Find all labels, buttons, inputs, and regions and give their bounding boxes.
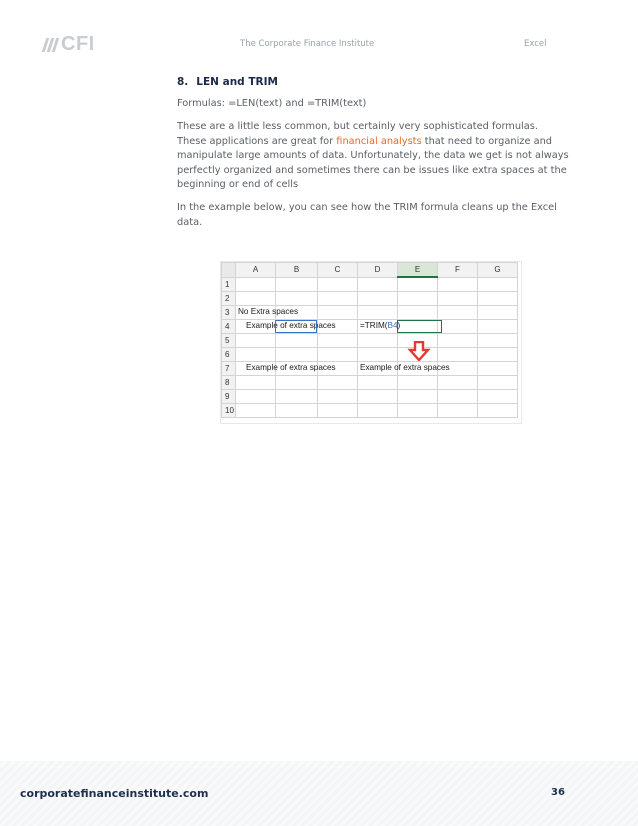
cell-b4: Example of extra spaces (246, 321, 336, 330)
column-header: D (358, 263, 398, 278)
cfi-logo (44, 33, 95, 56)
column-header-row (222, 263, 518, 278)
para1-text-a: These are a little less common, but certainly very sophisticated formulas. These applications are great for (177, 121, 539, 147)
row-header: 9 (222, 390, 236, 404)
column-header: A (236, 263, 276, 278)
header-section: Excel (524, 39, 547, 49)
column-header: G (478, 263, 518, 278)
row-header: 5 (222, 334, 236, 348)
cell-b7: Example of extra spaces (246, 363, 336, 372)
row-header: 10 (222, 404, 236, 418)
description-paragraph (177, 120, 569, 192)
excel-screenshot (220, 261, 522, 424)
corner-cell (222, 263, 236, 278)
page-footer (0, 761, 638, 826)
header-title: The Corporate Finance Institute (240, 39, 375, 49)
column-header: C (318, 263, 358, 278)
page-number: 36 (551, 787, 565, 798)
cell-b4-selection (275, 320, 317, 333)
section-title: LEN and TRIM (196, 76, 278, 88)
formula-suffix: ) (397, 321, 401, 330)
sheet-row (222, 348, 518, 362)
row-header: 1 (222, 277, 236, 292)
sheet-row (222, 376, 518, 390)
sheet-row (222, 362, 518, 376)
down-arrow-icon (407, 341, 431, 361)
sheet-row (222, 390, 518, 404)
row-header: 8 (222, 376, 236, 390)
cell-b3: No Extra spaces (238, 307, 299, 316)
logo-text: CFI (61, 33, 95, 55)
section-heading (177, 76, 569, 88)
row-header: 2 (222, 292, 236, 306)
sheet-row (222, 404, 518, 418)
column-header: B (276, 263, 318, 278)
section-number: 8. (177, 76, 189, 88)
cell-e4-formula (360, 321, 400, 330)
formula-prefix: =TRIM( (360, 321, 388, 330)
column-header-selected: E (398, 263, 438, 278)
cell-e7: Example of extra spaces (360, 363, 450, 372)
sheet-row (222, 320, 518, 334)
sheet-row (222, 277, 518, 292)
financial-analysts-link[interactable]: financial analysts (336, 135, 422, 147)
row-header: 4 (222, 320, 236, 334)
example-paragraph: In the example below, you can see how the TRIM formula cleans up the Excel data. (177, 202, 557, 228)
sheet-row (222, 334, 518, 348)
column-header: F (438, 263, 478, 278)
para1-text-b: that need to organize and manipulate large amounts of data. Unfortunately, the data we get is not always perfectly organized and sometimes there can be issues like extra spaces at the beginning or end of cells (177, 135, 569, 191)
logo-slashes-icon (42, 38, 60, 52)
excel-grid (221, 262, 518, 418)
row-header: 3 (222, 306, 236, 320)
formulas-line: Formulas: =LEN(text) and =TRIM(text) (177, 98, 367, 109)
cell-e4-selection (397, 320, 442, 333)
sheet-row (222, 292, 518, 306)
row-header: 7 (222, 362, 236, 376)
sheet-row (222, 306, 518, 320)
row-header: 6 (222, 348, 236, 362)
footer-url[interactable]: corporatefinanceinstitute.com (20, 787, 209, 800)
main-content (177, 76, 569, 239)
formula-ref: B4 (387, 321, 398, 330)
